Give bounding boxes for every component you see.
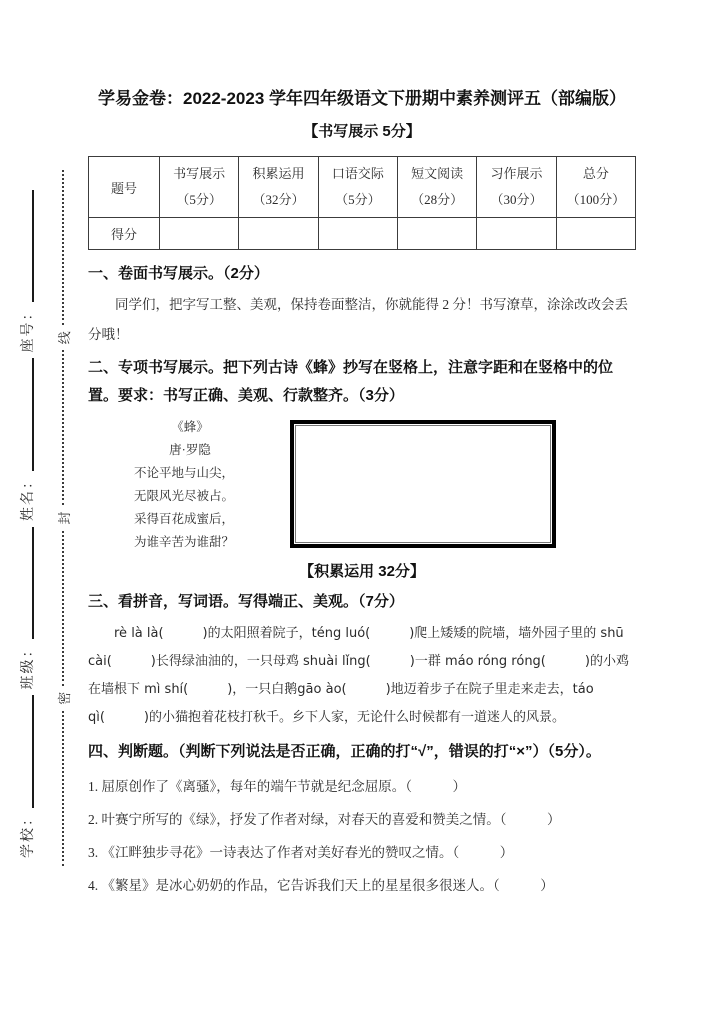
poem-line: 无限风光尽被占。 xyxy=(134,489,235,503)
score-column-header xyxy=(397,157,476,218)
seat-blank-line xyxy=(20,190,34,303)
school-label: 学校： xyxy=(21,810,36,858)
section-three-heading: 三、看拼音，写词语。写得端正、美观。（7分） xyxy=(88,593,404,610)
score-table-header-row xyxy=(89,157,636,218)
score-column-header xyxy=(556,157,635,218)
seal-line xyxy=(54,164,72,872)
judgement-item: 4. 《繁星》是冰心奶奶的作品，它告诉我们天上的星星很多很迷人。（ ） xyxy=(88,878,554,893)
score-column-header xyxy=(239,157,318,218)
poem-author: 唐·罗隐 xyxy=(169,443,211,457)
poem-title: 《蜂》 xyxy=(171,420,209,434)
column-name: 习作展示 xyxy=(490,166,543,181)
page-title: 学易金卷：2022-2023 学年四年级语文下册期中素养测评五（部编版） xyxy=(97,89,627,108)
score-cell-empty xyxy=(397,218,476,250)
column-score: （28分） xyxy=(411,192,464,207)
column-name: 积累运用 xyxy=(252,166,305,181)
score-cell-empty xyxy=(477,218,556,250)
column-name: 短文阅读 xyxy=(411,166,464,181)
handwriting-copy-box-inner-border xyxy=(295,425,551,543)
section-banner-accumulation: 【积累运用 32分】 xyxy=(299,563,425,580)
score-column-header xyxy=(477,157,556,218)
column-name: 总分 xyxy=(582,166,609,181)
column-score: （100分） xyxy=(566,192,626,207)
column-name: 书写展示 xyxy=(173,166,226,181)
score-column-header xyxy=(160,157,239,218)
paper-content xyxy=(88,86,636,902)
school-blank-line xyxy=(20,696,34,809)
seal-char-mi: 密 xyxy=(56,691,72,705)
score-cell-empty xyxy=(160,218,239,250)
section-one-body: 同学们，把字写工整、美观，保持卷面整洁，你就能得 2 分！书写潦草，涂涂改改会丢分哦！ xyxy=(88,297,628,342)
score-label: 得分 xyxy=(89,218,160,250)
poem-copy-area xyxy=(88,414,636,556)
judgement-items xyxy=(88,770,636,902)
score-cell-empty xyxy=(318,218,397,250)
seal-char-feng: 封 xyxy=(56,511,72,525)
seat-label: 座号： xyxy=(21,304,36,353)
section-three-body: rè là là( )的太阳照着院子，téng luó( )爬上矮矮的院墙，墙外园子里的 shū cài( )长得绿油油的，一只母鸡 shuài lǐng( )一群 máo róng róng( )的小鸡在墙根下 mì shí( )，一只白鹅gāo ào( )地迈着步子在院子里走来走去，táo qì( )的小猫抱着花枝打秋千。乡下人家，无论什么时候都有一道迷人的风景。 xyxy=(88,626,629,725)
poem-line: 采得百花成蜜后， xyxy=(134,512,235,526)
seal-dotted-segment xyxy=(62,531,64,686)
question-number-label: 题号 xyxy=(89,157,160,218)
section-four-heading: 四、判断题。（判断下列说法是否正确，正确的打“√”，错误的打“×”）（5分）。 xyxy=(88,743,601,760)
seal-dotted-segment xyxy=(62,170,64,325)
score-cell-empty xyxy=(239,218,318,250)
class-label: 班级： xyxy=(21,641,36,690)
handwriting-copy-box xyxy=(290,420,556,548)
section-one-heading: 一、卷面书写展示。（2分） xyxy=(88,265,269,282)
score-table-score-row xyxy=(89,218,636,250)
score-column-header xyxy=(318,157,397,218)
column-score: （5分） xyxy=(176,192,222,207)
poem-line: 不论平地与山尖， xyxy=(134,466,235,480)
score-cell-empty xyxy=(556,218,635,250)
seal-dotted-segment xyxy=(62,711,64,866)
student-info-fields xyxy=(16,184,38,858)
seal-dotted-segment xyxy=(62,350,64,505)
poem-line: 为谁辛苦为谁甜？ xyxy=(134,535,235,549)
column-score: （30分） xyxy=(490,192,543,207)
judgement-item: 1. 屈原创作了《离骚》，每年的端午节就是纪念屈原。（ ） xyxy=(88,779,466,794)
judgement-item: 2. 叶赛宁所写的《绿》，抒发了作者对绿，对春天的喜爱和赞美之情。（ ） xyxy=(88,812,561,827)
score-table xyxy=(88,156,636,250)
column-score: （5分） xyxy=(335,192,381,207)
section-two-heading: 二、专项书写展示。把下列古诗《蜂》抄写在竖格上，注意字距和在竖格中的位置。要求：书写正确、美观、行款整齐。（3分） xyxy=(88,359,614,404)
name-blank-line xyxy=(20,359,34,472)
judgement-item: 3. 《江畔独步寻花》一诗表达了作者对美好春光的赞叹之情。（ ） xyxy=(88,845,514,860)
poem-block xyxy=(134,416,246,554)
column-name: 口语交际 xyxy=(331,166,384,181)
name-label: 姓名： xyxy=(21,473,36,521)
class-blank-line xyxy=(20,527,34,640)
seal-char-xian: 线 xyxy=(56,331,72,345)
column-score: （32分） xyxy=(252,192,305,207)
section-banner-writing: 【书写展示 5分】 xyxy=(303,123,421,140)
